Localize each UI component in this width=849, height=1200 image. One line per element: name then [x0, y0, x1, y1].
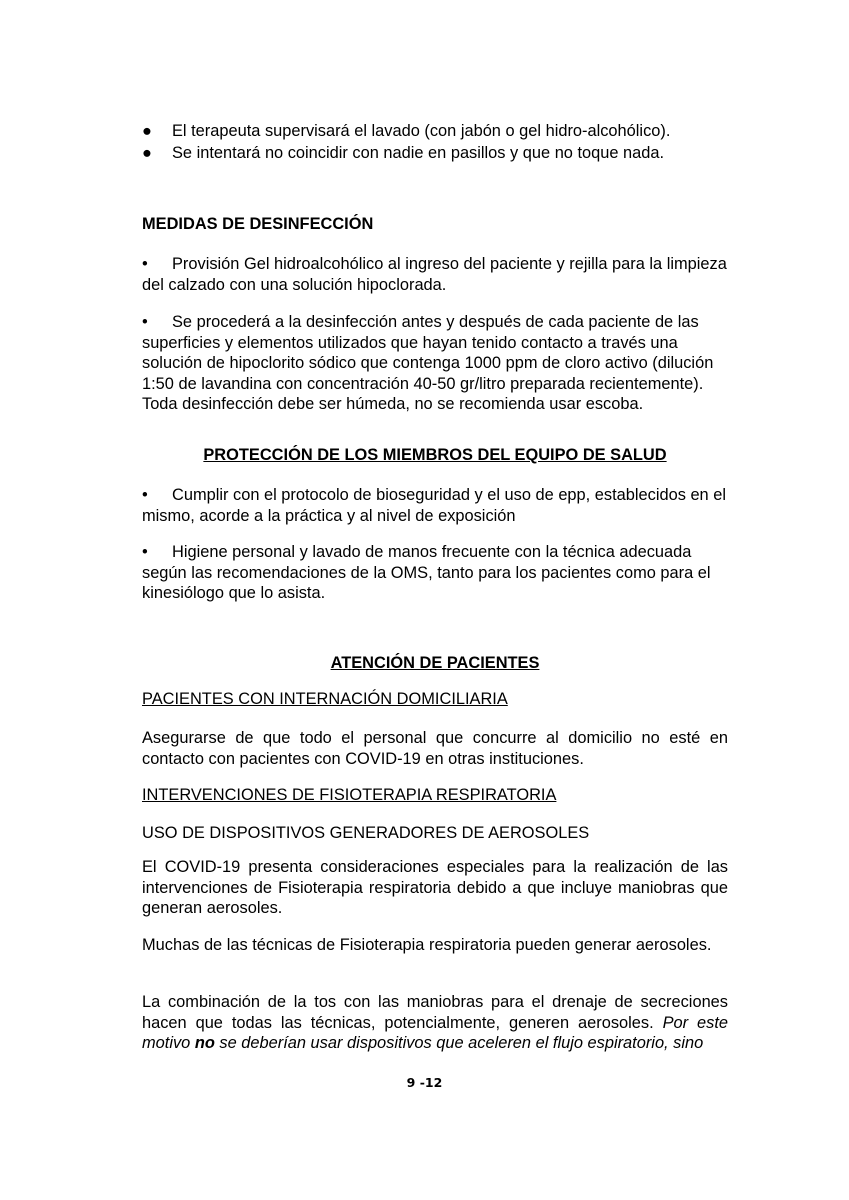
section-title-proteccion: PROTECCIÓN DE LOS MIEMBROS DEL EQUIPO DE SALUD [203, 446, 667, 464]
section-title-desinfeccion: MEDIDAS DE DESINFECCIÓN [142, 215, 374, 233]
list-item [142, 542, 732, 604]
bullet-icon: • [142, 313, 148, 331]
section-title-atencion: ATENCIÓN DE PACIENTES [330, 654, 540, 672]
list-item [142, 485, 732, 526]
paragraph-text: La combinación de la tos con las maniobras para el drenaje de secreciones hacen que todas las técnicas, potencialmente, generen aerosoles. [142, 993, 728, 1032]
subheading-intervenciones: INTERVENCIONES DE FISIOTERAPIA RESPIRATORIA [142, 786, 557, 804]
subheading-internacion: PACIENTES CON INTERNACIÓN DOMICILIARIA [142, 690, 508, 708]
paragraph [142, 992, 728, 1054]
page-number: 9 -12 [406, 1075, 443, 1090]
bullet-icon: • [142, 255, 148, 273]
bullet-icon: ● [142, 144, 152, 162]
strong-text: no [194, 1034, 215, 1052]
list-item-text: Higiene personal y lavado de manos frecuente con la técnica adecuada según las recomendaciones de la OMS, tanto para los pacientes como para el kinesiólogo que lo asista. [142, 543, 711, 602]
list-item-text: Se intentará no coincidir con nadie en pasillos y que no toque nada. [172, 144, 665, 162]
subheading-dispositivos: USO DE DISPOSITIVOS GENERADORES DE AEROSOLES [142, 824, 590, 842]
emphasis-text: Por este motivo [142, 1013, 728, 1052]
list-item [142, 254, 732, 295]
list-item-text: Provisión Gel hidroalcohólico al ingreso del paciente y rejilla para la limpieza del calzado con una solución hipoclorada. [142, 255, 727, 294]
emphasis-text: se deberían usar dispositivos que aceleren el flujo espiratorio, sino [214, 1034, 704, 1052]
list-item-text: El terapeuta supervisará el lavado (con jabón o gel hidro-alcohólico). [172, 122, 671, 140]
paragraph: El COVID-19 presenta consideraciones especiales para la realización de las intervenciones de Fisioterapia respiratoria debido a que incluye maniobras que generan aerosoles. [142, 858, 728, 917]
bullet-icon: • [142, 543, 148, 561]
bullet-icon: • [142, 486, 148, 504]
bullet-icon: ● [142, 122, 152, 140]
list-item-text: Cumplir con el protocolo de bioseguridad y el uso de epp, establecidos en el mismo, acorde a la práctica y al nivel de exposición [142, 486, 726, 525]
paragraph: Asegurarse de que todo el personal que concurre al domicilio no esté en contacto con pacientes con COVID-19 en otras instituciones. [142, 729, 728, 768]
paragraph: Muchas de las técnicas de Fisioterapia respiratoria pueden generar aerosoles. [142, 936, 712, 954]
list-item-text: Se procederá a la desinfección antes y después de cada paciente de las superficies y elementos utilizados que hayan tenido contacto a través una solución de hipoclorito sódico que contenga 1000 ppm de cloro activo (dilución 1:50 de lavandina con concentración 40-50 gr/litro preparada recientemente). Toda desinfección debe ser húmeda, no se recomienda usar escoba. [142, 313, 714, 413]
list-item [142, 312, 732, 415]
